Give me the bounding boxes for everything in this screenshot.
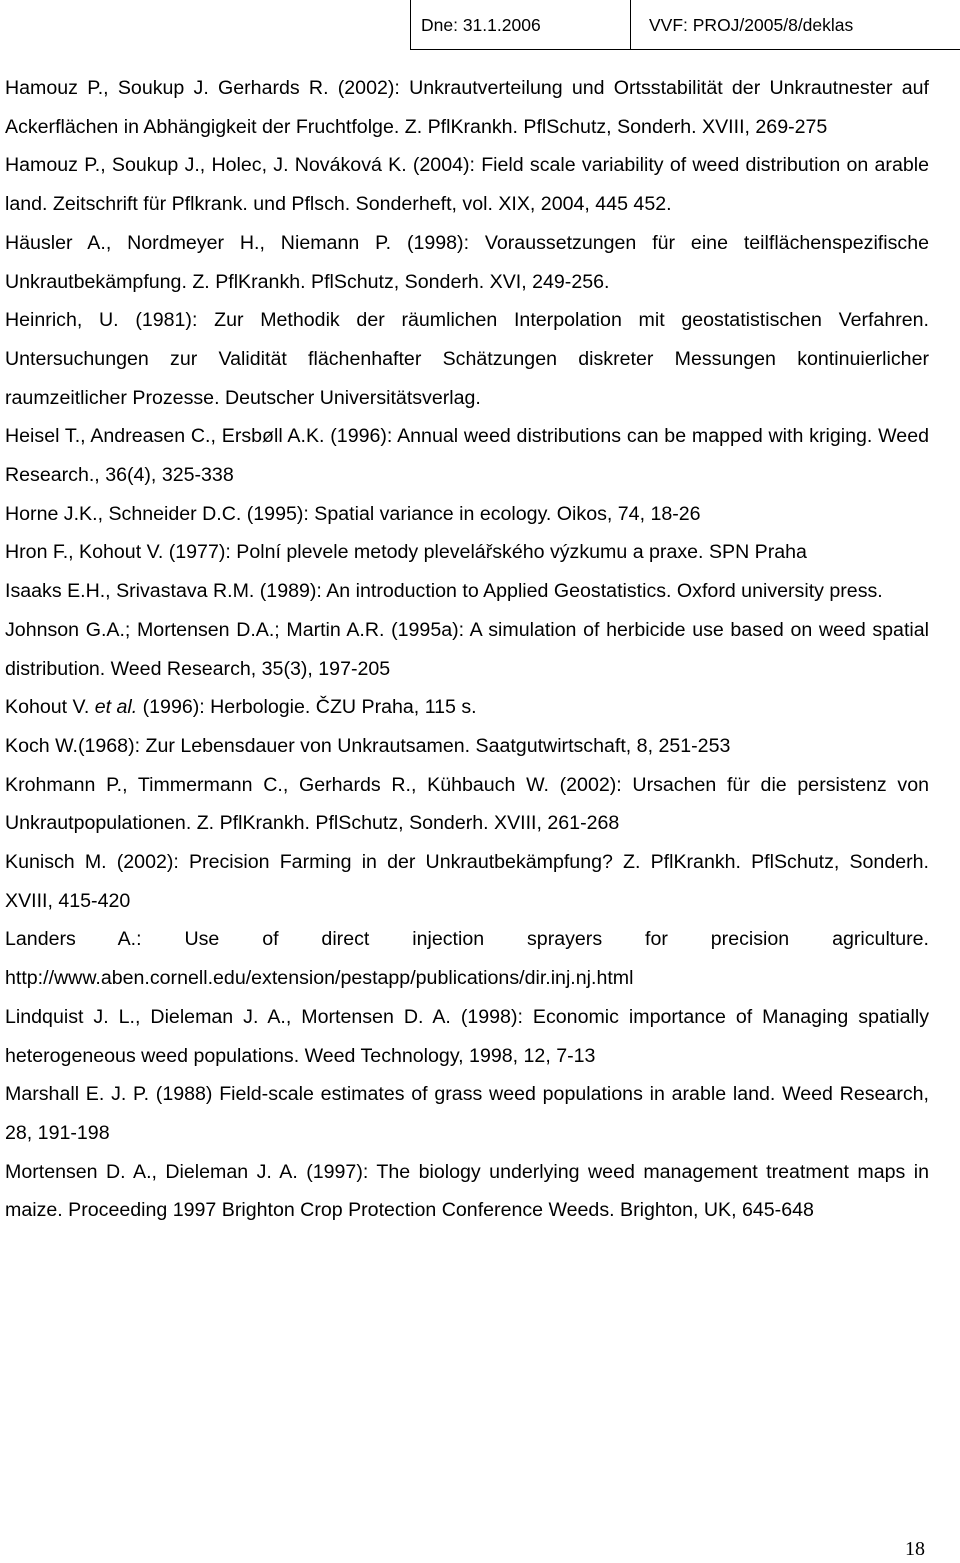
header-date: Dne: 31.1.2006 — [410, 0, 630, 50]
reference-rest: (1996): Herbologie. ČZU Praha, 115 s. — [137, 696, 477, 719]
reference-hamouz-2004: Hamouz P., Soukup J., Holec, J. Nováková K. (2004): Field scale variability of weed distribution on arable land. Zeitschrift für Pflkrank. und Pflsch. Sonderheft, vol. XIX, 2004, 445 452. — [5, 154, 929, 216]
page-header — [410, 0, 960, 50]
header-reference: VVF: PROJ/2005/8/deklas — [630, 0, 960, 50]
reference-johnson-1995: Johnson G.A.; Mortensen D.A.; Martin A.R. (1995a): A simulation of herbicide use based on weed spatial distribution. Weed Research, 35(3), 197-205 — [5, 618, 929, 680]
reference-marshall-1988: Marshall E. J. P. (1988) Field-scale estimates of grass weed populations in arable land. Weed Research, 28, 191-198 — [5, 1083, 929, 1144]
reference-list — [5, 69, 929, 1230]
page-number: 18 — [905, 1538, 925, 1560]
reference-kohout-1996 — [5, 688, 929, 727]
reference-horne-1995: Horne J.K., Schneider D.C. (1995): Spatial variance in ecology. Oikos, 74, 18-26 — [5, 502, 701, 525]
reference-lindquist-1998: Lindquist J. L., Dieleman J. A., Mortensen D. A. (1998): Economic importance of Managing spatially heterogeneous weed populations. Weed Technology, 1998, 12, 7-13 — [5, 1005, 929, 1067]
reference-hamouz-2002: Hamouz P., Soukup J. Gerhards R. (2002): Unkrautverteilung und Ortsstabilität der Unkrautnester auf Ackerflächen in Abhängigkeit der Fruchtfolge. Z. PflKrankh. PflSchutz, Sonderh. XVIII, 269-275 — [5, 77, 929, 138]
reference-mortensen-1997: Mortensen D. A., Dieleman J. A. (1997): The biology underlying weed management treatment maps in maize. Proceeding 1997 Brighton Crop Protection Conference Weeds. Brighton, UK, 645-648 — [5, 1160, 929, 1222]
reference-heinrich-1981: Heinrich, U. (1981): Zur Methodik der räumlichen Interpolation mit geostatistischen Verfahren. Untersuchungen zur Validität flächenhafter Schätzungen diskreter Messungen kontinuierlicher raumzeitlicher Prozesse. Deutscher Universitätsverlag. — [5, 309, 929, 409]
reference-etal: et al. — [94, 696, 138, 719]
reference-landers: Landers A.: Use of direct injection sprayers for precision agriculture. http://www.aben.cornell.edu/extension/pestapp/publications/dir.inj.nj.html — [5, 928, 929, 990]
reference-koch-1968: Koch W.(1968): Zur Lebensdauer von Unkrautsamen. Saatgutwirtschaft, 8, 251-253 — [5, 734, 731, 757]
reference-heisel-1996: Heisel T., Andreasen C., Ersbøll A.K. (1996): Annual weed distributions can be mapped with kriging. Weed Research., 36(4), 325-338 — [5, 425, 929, 487]
reference-krohmann-2002: Krohmann P., Timmermann C., Gerhards R., Kühbauch W. (2002): Ursachen für die persistenz von Unkrautpopulationen. Z. PflKrankh. PflSchutz, Sonderh. XVIII, 261-268 — [5, 773, 929, 835]
reference-hron-1977: Hron F., Kohout V. (1977): Polní plevele metody plevelářského výzkumu a praxe. SPN Praha — [5, 541, 807, 564]
reference-kunisch-2002: Kunisch M. (2002): Precision Farming in der Unkrautbekämpfung? Z. PflKrankh. PflSchutz, Sonderh. XVIII, 415-420 — [5, 851, 929, 912]
reference-authors: Kohout V. — [5, 696, 95, 719]
reference-isaaks-1989: Isaaks E.H., Srivastava R.M. (1989): An introduction to Applied Geostatistics. Oxford university press. — [5, 580, 883, 603]
reference-hausler-1998: Häusler A., Nordmeyer H., Niemann P. (1998): Voraussetzungen für eine teilflächenspezifische Unkrautbekämpfung. Z. PflKrankh. PflSchutz, Sonderh. XVI, 249-256. — [5, 231, 929, 293]
